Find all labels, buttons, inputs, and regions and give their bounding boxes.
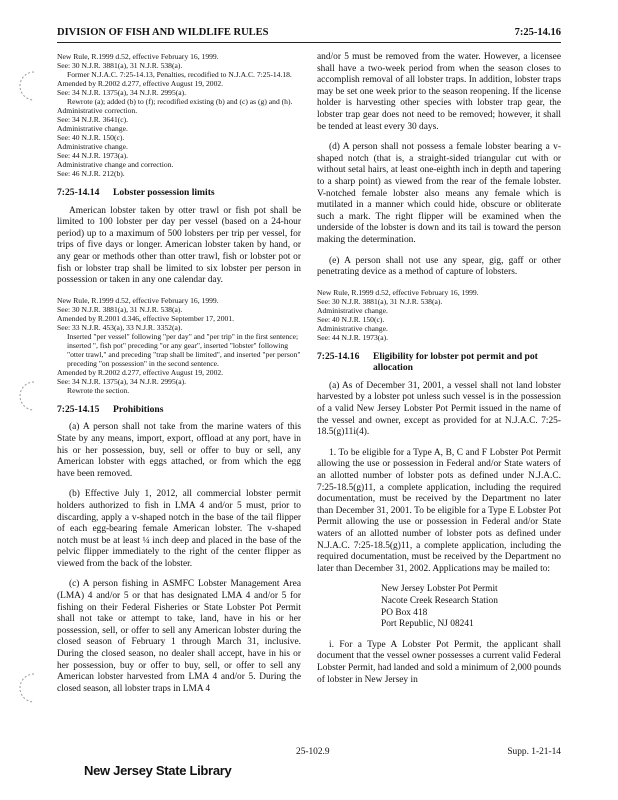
history-line: Administrative change. — [317, 305, 388, 315]
history-line: See: 44 N.J.R. 1973(a). — [57, 151, 129, 160]
history-line: Former N.J.A.C. 7:25-14.13, Penalties, recodified to N.J.A.C. 7:25-14.18. — [67, 70, 292, 79]
history-line: New Rule, R.1999 d.52, effective February 16, 1999. — [317, 287, 479, 297]
section-number: 7:25-14.14 — [57, 187, 100, 198]
mailing-address — [317, 584, 561, 630]
history-line: New Rule, R.1999 d.52, effective February 16, 1999. — [57, 52, 219, 61]
address-line: Port Republic, NJ 08241 — [381, 619, 474, 630]
section-title: Lobster possession limits — [113, 187, 215, 198]
history-line: Amended by R.2001 d.346, effective September 17, 2001. — [57, 313, 235, 323]
paragraph: (b) Effective July 1, 2012, all commercial lobster permit holders authorized to fish in LMA 4 and/or 5 must, prior to discarding, apply a v-shaped notch in the base of the tail flipper of each egg-bearing female American lobster. The v-shaped notch must be at least ¼ inch deep and placed in the base of the pelvic flipper immediately to the right of the center flipper as viewed from the back of the lobster. — [57, 489, 301, 569]
history-line: See: 34 N.J.R. 1375(a), 34 N.J.R. 2995(a). — [57, 376, 187, 386]
address-line: Nacote Creek Research Station — [381, 595, 498, 606]
paragraph: (e) A person shall not use any spear, gig, gaff or other penetrating device as a method of capture of lobsters. — [317, 255, 561, 278]
paragraph: and/or 5 must be removed from the water. However, a licensee shall have a two-week period from when the season closes to accomplish removal of all lobster traps. In addition, lobster traps may be set one week prior to the season reopening. If the license holder is harvesting other species with lobster trap gear, the lobster trap gear does not need to be removed; however, it shall be tended at least every 30 days. — [317, 52, 561, 132]
history-line: Rewrote the section. — [67, 385, 130, 395]
left-column — [57, 52, 301, 704]
section-number: 7:25-14.16 — [317, 350, 360, 362]
supplement-date: Supp. 1-21-14 — [507, 747, 561, 757]
history-line: See: 40 N.J.R. 150(c). — [317, 314, 385, 324]
running-header — [57, 24, 561, 43]
history-line: See: 33 N.J.R. 453(a), 33 N.J.R. 3352(a). — [57, 322, 183, 332]
section-heading-14-14 — [57, 187, 301, 199]
paragraph: 1. To be eligible for a Type A, B, C and F Lobster Pot Permit allowing the use or possession in Federal and/or State waters of an allotted number of lobster pots as defined under N.J.A.C. 7:25-18.5(g)11, a complete application, including the required documentation, must be received by the Department no later than December 31, 2001. To be eligible for a Type E Lobster Pot Permit allowing the use or possession in Federal and/or State waters of an allotted number of lobster pots as defined under N.J.A.C. 7:25-18.5(g)11, a complete application, including the required documentation, must be received by the Department no later than December 31, 2002. Applications may be mailed to: — [317, 447, 561, 574]
paragraph: American lobster taken by otter trawl or fish pot shall be limited to 100 lobster per day per vessel (based on a 24-hour period) up to a maximum of 500 lobsters per trip per vessel, for trips of five days or longer. American lobster taken by hand, or any gear or methods other than otter trawl, fish or lobster pot or fish or lobster trap shall be limited to six lobster per person in possession or taken in any one calendar day. — [57, 205, 301, 286]
history-line: See: 30 N.J.R. 3881(a), 31 N.J.R. 538(a). — [317, 296, 443, 306]
section-number: 7:25-14.15 — [57, 403, 100, 415]
history-line: See: 34 N.J.R. 1375(a), 34 N.J.R. 2995(a). — [57, 88, 187, 97]
history-line: See: 44 N.J.R. 1973(a). — [317, 332, 389, 342]
punch-hole-mark — [14, 380, 38, 412]
page-number: 25-102.9 — [296, 747, 330, 757]
history-line: Administrative change and correction. — [57, 160, 174, 169]
history-line: Rewrote (a); added (b) to (f); recodified existing (b) and (c) as (g) and (h). — [67, 97, 293, 106]
history-note-top — [57, 52, 301, 178]
paragraph: i. For a Type A Lobster Pot Permit, the applicant shall document that the vessel owner possesses a current valid Federal Lobster Permit, had landed and sold a minimum of 2,000 pounds of lobster in New Jersey in — [317, 639, 561, 685]
section-title: Eligibility for lobster pot permit and pot allocation — [373, 350, 538, 374]
section-title: Prohibitions — [113, 403, 164, 415]
history-line: Inserted "per vessel" following "per day" and "per trip" in the first sentence; inserted ", fish pot" preceding "or any gear", inserted "lobster" following "otter trawl," and preceding "trap shall be limited", and inserted "per person" preceding "on possession" in the second sentence. — [67, 331, 301, 368]
punch-hole-mark — [14, 70, 38, 102]
address-line: New Jersey Lobster Pot Permit — [381, 584, 498, 595]
section-heading-14-15 — [57, 404, 301, 416]
history-line: See: 30 N.J.R. 3881(a), 31 N.J.R. 538(a). — [57, 304, 183, 314]
library-stamp: New Jersey State Library — [84, 763, 232, 778]
paragraph: (c) A person fishing in ASMFC Lobster Management Area (LMA) 4 and/or 5 or that has designated LMA 4 and/or 5 for fishing on their Federal Fisheries or State Lobster Pot Permit shall not take or attempt to take, land, have in his or her possession, sell, or offer to sell any American lobster during the closed season of February 1 through March 31, inclusive. During the closed season, no dealer shall accept, have in his or her possession, buy or offer to buy, sell, or offer to sell any American lobster harvested from LMA 4 and/or 5. During the closed season, all lobster traps in LMA 4 — [57, 579, 301, 694]
history-line: Administrative change. — [57, 142, 128, 151]
history-line: Amended by R.2002 d.277, effective August 19, 2002. — [57, 367, 224, 377]
history-line: See: 46 N.J.R. 212(b). — [57, 169, 125, 178]
paragraph: (a) As of December 31, 2001, a vessel shall not land lobster harvested by a lobster pot unless such vessel is in the possession of a valid New Jersey Lobster Pot Permit issued in the name of the vessel and owner, except as provided for at N.J.A.C. 7:25-18.5(g)11i(4). — [317, 380, 561, 438]
history-note-right — [317, 288, 561, 342]
history-line: New Rule, R.1999 d.52, effective February 16, 1999. — [57, 295, 219, 305]
history-line: See: 30 N.J.R. 3881(a), 31 N.J.R. 538(a). — [57, 61, 183, 70]
history-note-mid — [57, 296, 301, 395]
right-column — [317, 52, 561, 695]
history-line: See: 34 N.J.R. 3641(c). — [57, 115, 129, 124]
paragraph: (a) A person shall not take from the marine waters of this State by any means, import, export, offload at any port, have in his or her possession, buy, sell or offer to buy or sell, any American lobster with eggs attached, or from which the egg have been removed. — [57, 422, 301, 479]
paragraph: (d) A person shall not possess a female lobster bearing a v-shaped notch (that is, a straight-sided triangular cut with or without setal hairs, at least one-eighth inch in depth and tapering to a sharp point) as viewed from the rear of the female lobster. V-notched female lobster also means any female which is mutilated in a manner which could hide, obscure or obliterate such a mark. The right flipper will be examined when the underside of the lobster is down and its tail is toward the person making the determination. — [317, 142, 561, 245]
history-line: Administrative correction. — [57, 106, 138, 115]
history-line: Administrative change. — [57, 124, 128, 133]
header-title: DIVISION OF FISH AND WILDLIFE RULES — [57, 27, 269, 38]
header-section: 7:25-14.16 — [514, 27, 561, 38]
history-line: Administrative change. — [317, 323, 388, 333]
history-line: See: 40 N.J.R. 150(c). — [57, 133, 125, 142]
address-line: PO Box 418 — [381, 607, 428, 618]
section-heading-14-16 — [317, 351, 561, 374]
history-line: Amended by R.2002 d.277, effective August 19, 2002. — [57, 79, 224, 88]
punch-hole-mark — [14, 672, 38, 704]
